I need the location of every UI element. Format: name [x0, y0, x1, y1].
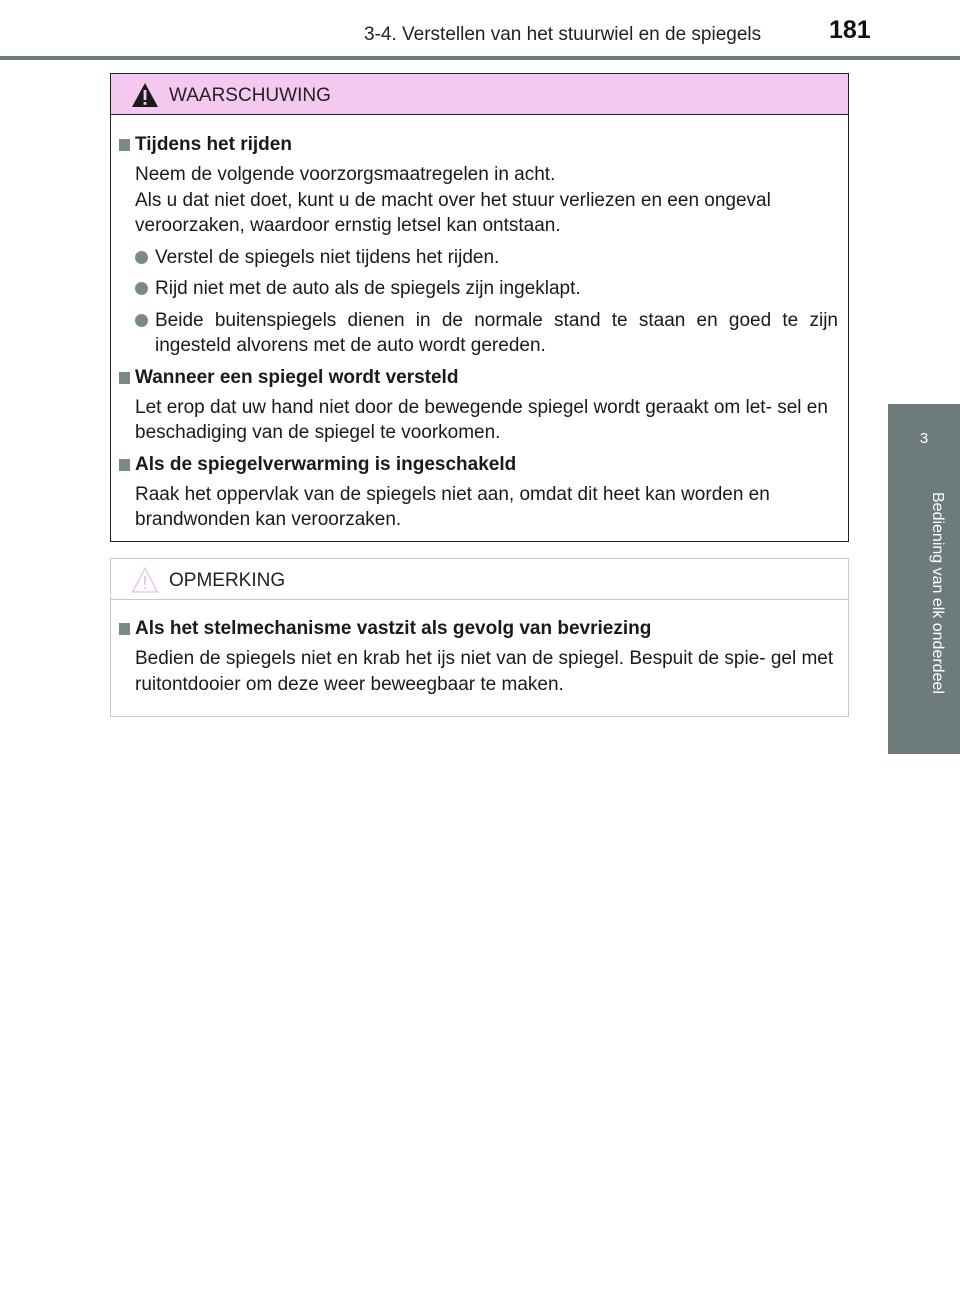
- warning-triangle-icon: [131, 82, 159, 108]
- warning-heading: WAARSCHUWING: [169, 85, 331, 106]
- warning-header: [111, 74, 848, 115]
- note-heading: OPMERKING: [169, 570, 286, 591]
- note-header: [111, 559, 848, 600]
- round-bullet-icon: [135, 251, 148, 264]
- chapter-side-tab: [888, 404, 960, 754]
- round-bullet-icon: [135, 282, 148, 295]
- section-title-text: Tijdens het rijden: [135, 134, 292, 155]
- section-title: [111, 132, 848, 158]
- list-item-text: Rijd niet met de auto als de spiegels zijn ingeklapt.: [155, 278, 581, 299]
- section-title: [111, 616, 848, 642]
- square-bullet-icon: [119, 372, 130, 384]
- square-bullet-icon: [119, 459, 130, 471]
- list-item: [135, 308, 838, 359]
- list-item: [135, 245, 838, 271]
- section-title-text: Als de spiegelverwarming is ingeschakeld: [135, 453, 517, 475]
- list-item-text: Beide buitenspiegels dienen in de normale stand te staan en goed te zijn ingesteld alvorens met de auto wordt gereden.: [155, 309, 838, 356]
- paragraph: Als u dat niet doet, kunt u de macht over het stuur verliezen en een ongeval veroorzaken, waardoor ernstig letsel kan ontstaan.: [135, 189, 771, 236]
- square-bullet-icon: [119, 139, 130, 151]
- paragraph: Bedien de spiegels niet en krab het ijs niet van de spiegel. Bespuit de spie- gel met ruitontdooier om deze weer beweegbaar te maken.: [135, 648, 834, 695]
- chapter-number: 3: [919, 430, 929, 447]
- list-item: [135, 276, 838, 302]
- page-number: 181: [829, 16, 871, 44]
- chapter-label: Bediening van elk onderdeel: [929, 492, 946, 694]
- section-title: [111, 452, 848, 478]
- header-rule: [0, 56, 960, 60]
- note-box: [110, 558, 849, 717]
- round-bullet-icon: [135, 314, 148, 327]
- header-title: 3-4. Verstellen van het stuurwiel en de spiegels: [364, 24, 762, 45]
- square-bullet-icon: [119, 623, 130, 635]
- paragraph: Let erop dat uw hand niet door de bewegende spiegel wordt geraakt om let- sel en beschadiging van de spiegel te voorkomen.: [135, 396, 828, 443]
- note-content: [111, 616, 848, 703]
- paragraph: Raak het oppervlak van de spiegels niet aan, omdat dit heet kan worden en brandwonden kan veroorzaken.: [135, 483, 770, 530]
- warning-box: [110, 73, 849, 542]
- notice-triangle-icon: [131, 567, 159, 593]
- paragraph: Neem de volgende voorzorgsmaatregelen in acht.: [135, 164, 556, 185]
- section-title-text: Als het stelmechanisme vastzit als gevolg van bevriezing: [135, 618, 652, 639]
- warning-content: [111, 132, 848, 539]
- list-item-text: Verstel de spiegels niet tijdens het rijden.: [155, 246, 500, 268]
- section-title-text: Wanneer een spiegel wordt versteld: [135, 366, 459, 388]
- section-title: [111, 365, 848, 391]
